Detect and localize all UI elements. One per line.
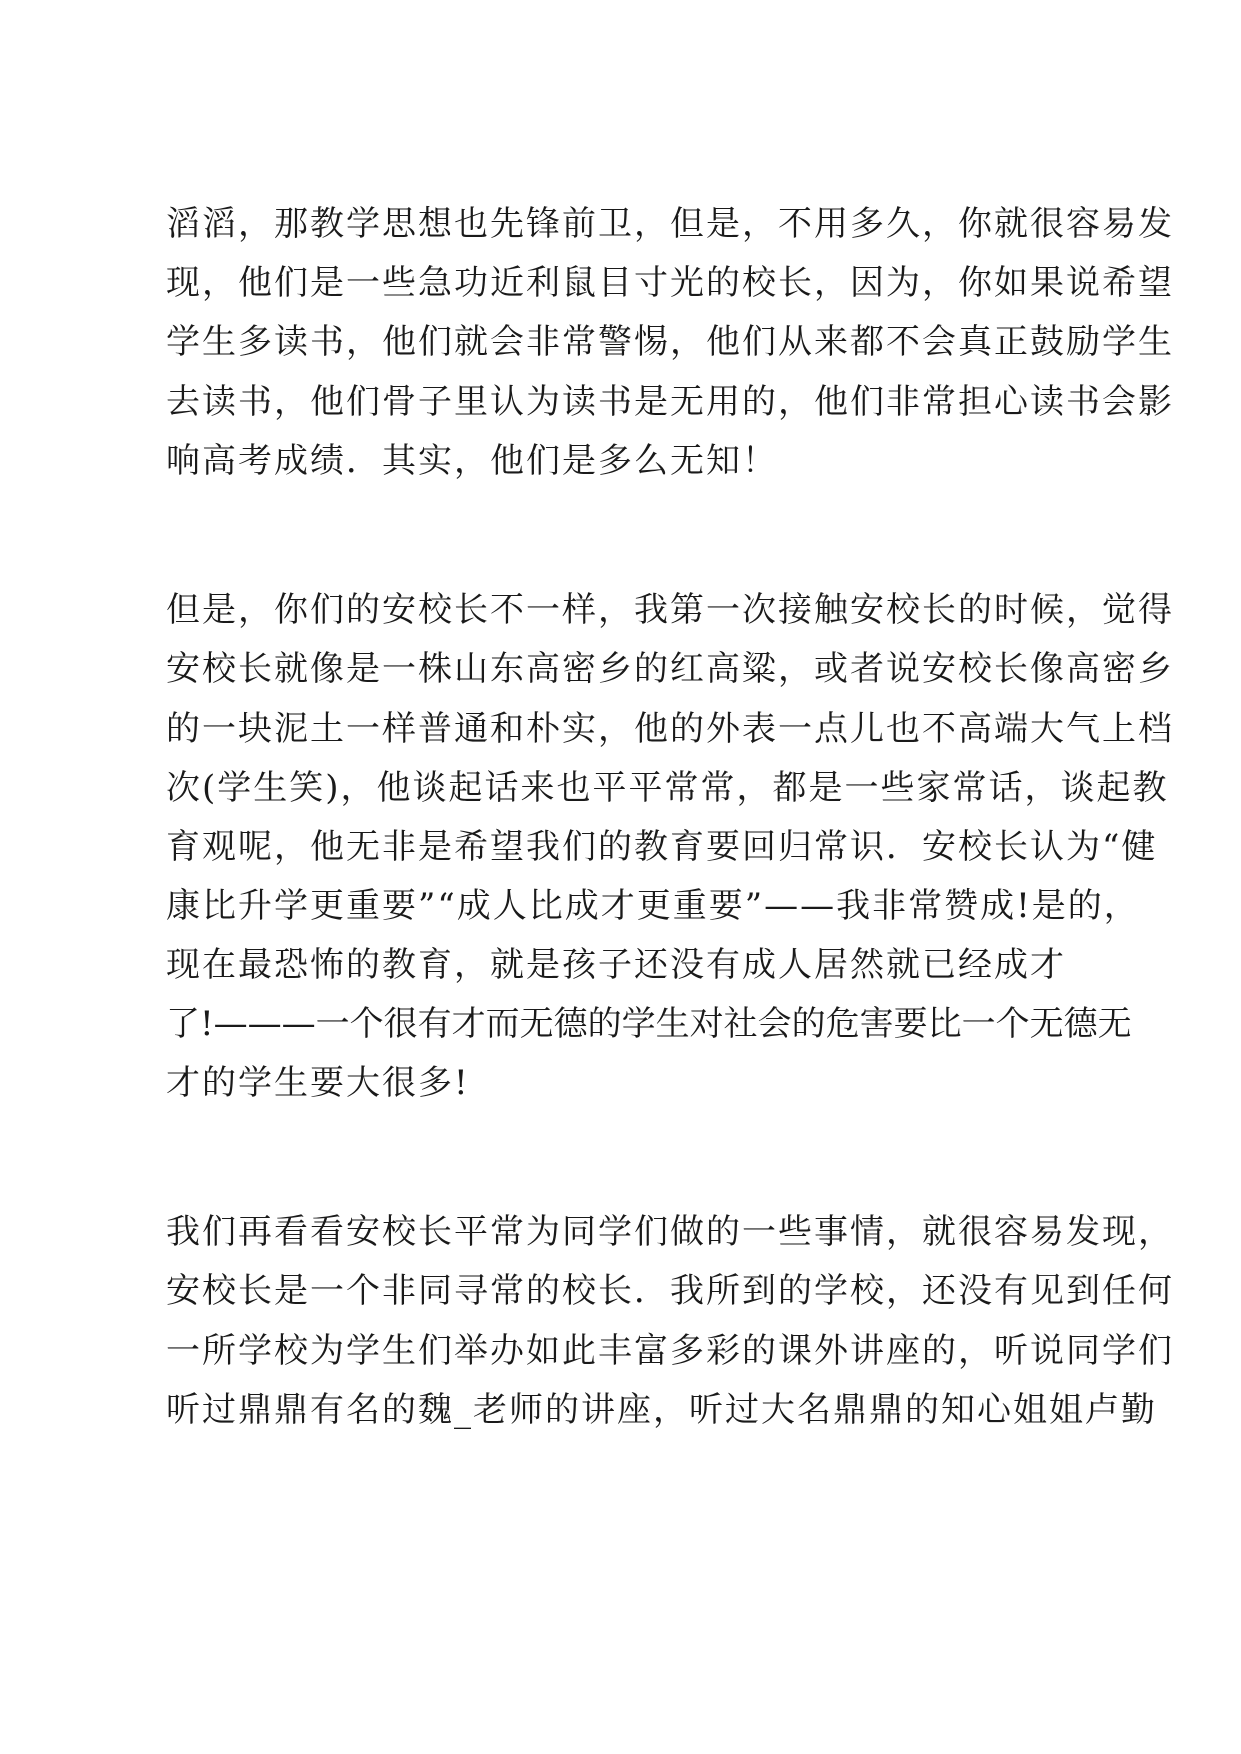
paragraph-3-line-3: 一所学校为学生们举办如此丰富多彩的课外讲座的，听说同学们 [166, 1331, 1174, 1371]
paragraph-2-line-7: 现在最恐怖的教育，就是孩子还没有成人居然就已经成才 [166, 945, 1066, 985]
paragraph-2-line-9: 才的学生要大很多! [166, 1063, 470, 1103]
paragraph-1-line-4: 去读书，他们骨子里认为读书是无用的，他们非常担心读书会影 [166, 382, 1174, 422]
paragraph-1-line-2: 现，他们是一些急功近利鼠目寸光的校长，因为，你如果说希望 [166, 263, 1174, 303]
paragraph-2-line-1: 但是，你们的安校长不一样，我第一次接触安校长的时候，觉得 [166, 590, 1174, 630]
paragraph-1-line-3: 学生多读书，他们就会非常警惕，他们从来都不会真正鼓励学生 [166, 322, 1174, 362]
paragraph-2-line-8: 了!———一个很有才而无德的学生对社会的危害要比一个无德无 [166, 1004, 1132, 1044]
paragraph-2-line-6: 康比升学更重要”“成人比成才更重要”——我非常赞成!是的， [166, 886, 1140, 926]
paragraph-1-line-5: 响高考成绩．其实，他们是多么无知！ [166, 441, 778, 481]
paragraph-3-line-1: 我们再看看安校长平常为同学们做的一些事情，就很容易发现， [166, 1212, 1174, 1252]
paragraph-1-line-1: 滔滔，那教学思想也先锋前卫，但是，不用多久，你就很容易发 [166, 204, 1174, 244]
paragraph-2-line-4: 次(学生笑)，他谈起话来也平平常常，都是一些家常话，谈起教 [166, 768, 1169, 808]
paragraph-2-line-2: 安校长就像是一株山东高密乡的红高粱，或者说安校长像高密乡 [166, 649, 1174, 689]
paragraph-3-line-4: 听过鼎鼎有名的魏_老师的讲座，听过大名鼎鼎的知心姐姐卢勤 [166, 1390, 1157, 1430]
paragraph-2-line-3: 的一块泥土一样普通和朴实，他的外表一点儿也不高端大气上档 [166, 709, 1174, 749]
paragraph-2-line-5: 育观呢，他无非是希望我们的教育要回归常识．安校长认为“健 [166, 827, 1158, 867]
paragraph-3-line-2: 安校长是一个非同寻常的校长．我所到的学校，还没有见到任何 [166, 1271, 1174, 1311]
